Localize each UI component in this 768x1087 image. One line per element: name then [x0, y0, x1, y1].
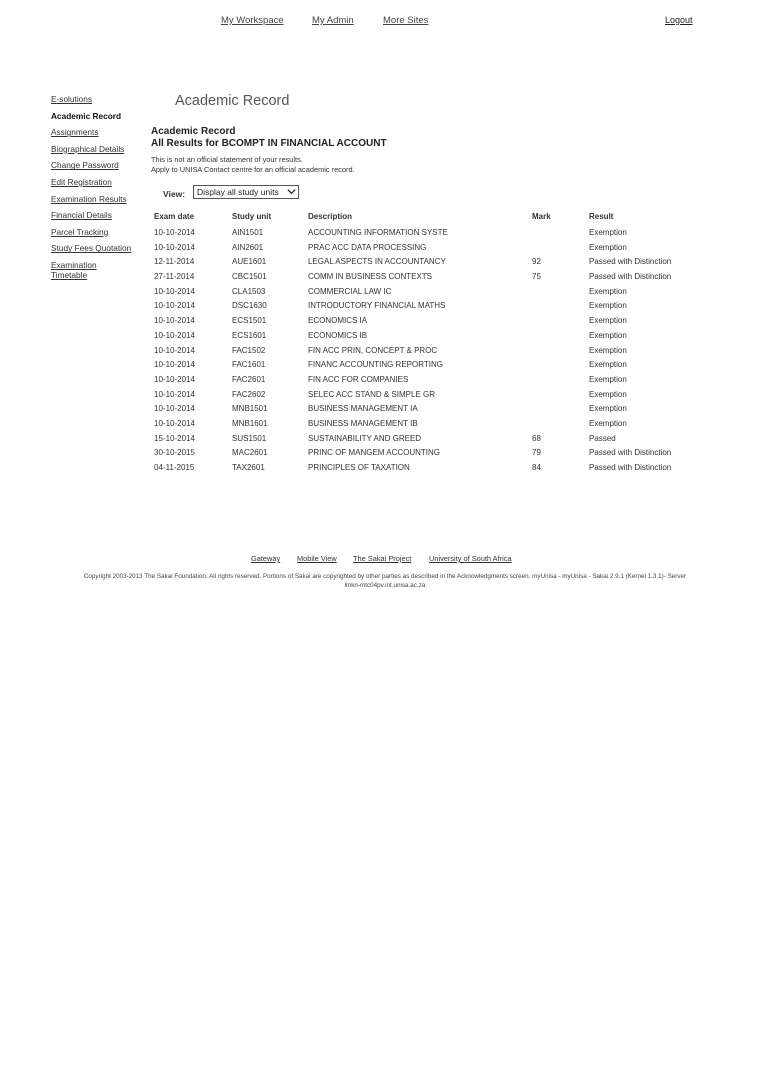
- cell-mark: 75: [532, 272, 541, 282]
- sidebar-item-biographical-details[interactable]: Biographical Details: [51, 143, 125, 154]
- logout-link[interactable]: Logout: [665, 15, 693, 25]
- server-name: lmkn-mtc04pv.int.unisa.ac.za: [344, 581, 426, 589]
- cell-result: Exemption: [589, 345, 627, 355]
- cell-description: COMMERCIAL LAW IC: [308, 286, 392, 296]
- table-row: [154, 226, 714, 241]
- table-row: [154, 358, 714, 373]
- cell-result: Passed with Distinction: [589, 448, 672, 458]
- header-result: Result: [589, 212, 614, 221]
- cell-description: BUSINESS MANAGEMENT IA: [308, 404, 418, 414]
- nav-my-workspace[interactable]: My Workspace: [221, 15, 284, 26]
- cell-result: Exemption: [589, 418, 627, 428]
- cell-description: FINANC ACCOUNTING REPORTING: [308, 360, 443, 370]
- cell-result: Passed with Distinction: [589, 257, 672, 267]
- header-mark: Mark: [532, 212, 551, 221]
- cell-result: Passed: [589, 433, 616, 443]
- cell-result: Passed with Distinction: [589, 463, 672, 472]
- cell-description: LEGAL ASPECTS IN ACCOUNTANCY: [308, 257, 446, 267]
- cell-study-unit: AUE1601: [232, 257, 267, 267]
- cell-exam-date: 10-10-2014: [154, 345, 195, 355]
- cell-exam-date: 10-10-2014: [154, 374, 195, 384]
- nav-my-admin[interactable]: My Admin: [312, 15, 354, 26]
- cell-description: ECONOMICS IA: [308, 316, 368, 326]
- cell-exam-date: 10-10-2014: [154, 389, 195, 399]
- view-select-value: Display all study units: [197, 187, 279, 197]
- cell-mark: 84: [532, 463, 541, 472]
- table-row: [154, 314, 714, 329]
- cell-study-unit: MNB1601: [232, 418, 268, 428]
- cell-study-unit: AIN2601: [232, 242, 264, 252]
- cell-study-unit: FAC1601: [232, 360, 266, 370]
- table-row: [154, 373, 714, 388]
- cell-study-unit: TAX2601: [232, 463, 265, 472]
- table-header: [154, 210, 714, 226]
- footer-gateway-link[interactable]: Gateway: [251, 554, 281, 563]
- table-row: [154, 461, 714, 476]
- chevron-down-icon: [287, 187, 296, 196]
- cell-description: BUSINESS MANAGEMENT IB: [308, 418, 418, 428]
- sidebar-item-study-fees-quotation[interactable]: Study Fees Quotation: [51, 243, 132, 254]
- cell-exam-date: 10-10-2014: [154, 404, 195, 414]
- table-row: [154, 255, 714, 270]
- cell-exam-date: 10-10-2014: [154, 316, 195, 326]
- sidebar-item-examination-timetable[interactable]: Examination Timetable: [51, 259, 97, 280]
- cell-exam-date: 10-10-2014: [154, 228, 195, 237]
- sidebar-item-academic-record[interactable]: Academic Record: [51, 110, 122, 121]
- cell-description: PRAC ACC DATA PROCESSING: [308, 242, 427, 252]
- cell-exam-date: 10-10-2014: [154, 301, 195, 311]
- footer-mobile-view-link[interactable]: Mobile View: [297, 554, 337, 563]
- view-select[interactable]: [193, 185, 299, 199]
- table-row: [154, 417, 714, 432]
- header-exam-date: Exam date: [154, 212, 195, 221]
- copyright-notice: [40, 573, 730, 590]
- results-subheading: All Results for BCOMPT IN FINANCIAL ACCOUNT: [151, 138, 387, 149]
- cell-result: Exemption: [589, 389, 627, 399]
- cell-exam-date: 04-11-2015: [154, 463, 195, 472]
- table-row: [154, 344, 714, 359]
- table-row: [154, 388, 714, 403]
- nav-more-sites[interactable]: More Sites: [383, 15, 429, 26]
- cell-exam-date: 10-10-2014: [154, 418, 195, 428]
- table-row: [154, 446, 714, 461]
- sidebar-item-change-password[interactable]: Change Password: [51, 160, 119, 171]
- sidebar-item-e-solutions[interactable]: E-solutions: [51, 94, 93, 104]
- cell-result: Exemption: [589, 360, 627, 370]
- sidebar-item-parcel-tracking[interactable]: Parcel Tracking: [51, 226, 109, 237]
- footer-sakai-project-link[interactable]: The Sakai Project: [353, 554, 412, 563]
- cell-mark: 92: [532, 257, 541, 267]
- cell-result: Exemption: [589, 404, 627, 414]
- table-row: [154, 241, 714, 256]
- cell-description: SUSTAINABILITY AND GREED: [308, 433, 422, 443]
- cell-mark: 79: [532, 448, 541, 458]
- page-title: Academic Record: [175, 93, 290, 109]
- cell-description: INTRODUCTORY FINANCIAL MATHS: [308, 301, 446, 311]
- section-heading: Academic Record: [151, 126, 236, 137]
- table-row: [154, 329, 714, 344]
- cell-study-unit: MAC2601: [232, 448, 268, 458]
- cell-description: PRINCIPLES OF TAXATION: [308, 463, 410, 472]
- header-description: Description: [308, 212, 353, 221]
- cell-exam-date: 27-11-2014: [154, 272, 195, 282]
- footer-unisa-link[interactable]: University of South Africa: [429, 554, 512, 563]
- cell-study-unit: CLA1503: [232, 286, 266, 296]
- top-navigation: [0, 15, 768, 29]
- cell-study-unit: AIN1501: [232, 228, 264, 237]
- cell-study-unit: MNB1501: [232, 404, 268, 414]
- cell-study-unit: FAC2601: [232, 374, 266, 384]
- results-table: [154, 210, 714, 476]
- sidebar-item-assignments[interactable]: Assignments: [51, 127, 99, 138]
- cell-exam-date: 10-10-2014: [154, 286, 195, 296]
- cell-study-unit: SUS1501: [232, 433, 267, 443]
- cell-description: COMM IN BUSINESS CONTEXTS: [308, 272, 433, 282]
- cell-description: SELEC ACC STAND & SIMPLE GR: [308, 389, 435, 399]
- cell-exam-date: 10-10-2014: [154, 360, 195, 370]
- cell-exam-date: 15-10-2014: [154, 433, 195, 443]
- cell-result: Exemption: [589, 242, 627, 252]
- cell-study-unit: CBC1501: [232, 272, 267, 282]
- sidebar-item-financial-details[interactable]: Financial Details: [51, 210, 112, 221]
- cell-result: Exemption: [589, 301, 627, 311]
- cell-exam-date: 12-11-2014: [154, 257, 195, 267]
- table-row: [154, 285, 714, 300]
- view-label: View:: [163, 189, 186, 199]
- cell-study-unit: ECS1501: [232, 316, 267, 326]
- cell-result: Exemption: [589, 316, 627, 326]
- cell-result: Exemption: [589, 228, 627, 237]
- cell-study-unit: ECS1601: [232, 330, 267, 340]
- contact-notice: Apply to UNISA Contact centre for an official academic record.: [151, 165, 355, 174]
- unofficial-notice: This is not an official statement of your results.: [151, 155, 303, 164]
- cell-result: Exemption: [589, 374, 627, 384]
- sidebar-item-edit-registration[interactable]: Edit Registration: [51, 176, 112, 187]
- cell-study-unit: FAC1502: [232, 345, 266, 355]
- sidebar-item-examination-results[interactable]: Examination Results: [51, 193, 127, 204]
- table-row: [154, 402, 714, 417]
- cell-study-unit: FAC2602: [232, 389, 266, 399]
- cell-result: Exemption: [589, 330, 627, 340]
- cell-result: Exemption: [589, 286, 627, 296]
- sidebar: [51, 94, 151, 286]
- footer-links: [0, 554, 768, 566]
- cell-exam-date: 30-10-2015: [154, 448, 195, 458]
- cell-description: ECONOMICS IB: [308, 330, 368, 340]
- cell-description: ACCOUNTING INFORMATION SYSTE: [308, 228, 448, 237]
- cell-description: FIN ACC FOR COMPANIES: [308, 374, 409, 384]
- header-study-unit: Study unit: [232, 212, 272, 221]
- cell-exam-date: 10-10-2014: [154, 242, 195, 252]
- cell-description: FIN ACC PRIN, CONCEPT & PROC: [308, 345, 438, 355]
- table-row: [154, 270, 714, 285]
- cell-result: Passed with Distinction: [589, 272, 672, 282]
- cell-mark: 68: [532, 433, 541, 443]
- copyright-line: Copyright 2003-2013 The Sakai Foundation. All rights reserved. Portions of Sakai are copyrighted by other parties as described in the Acknowledgments screen. myUnisa - myUnisa - Sakai 2.9.1 (Kernel 1.3.1)- Server: [83, 573, 687, 580]
- table-row: [154, 432, 714, 447]
- table-row: [154, 299, 714, 314]
- cell-study-unit: DSC1630: [232, 301, 267, 311]
- cell-exam-date: 10-10-2014: [154, 330, 195, 340]
- cell-description: PRINC OF MANGEM ACCOUNTING: [308, 448, 441, 458]
